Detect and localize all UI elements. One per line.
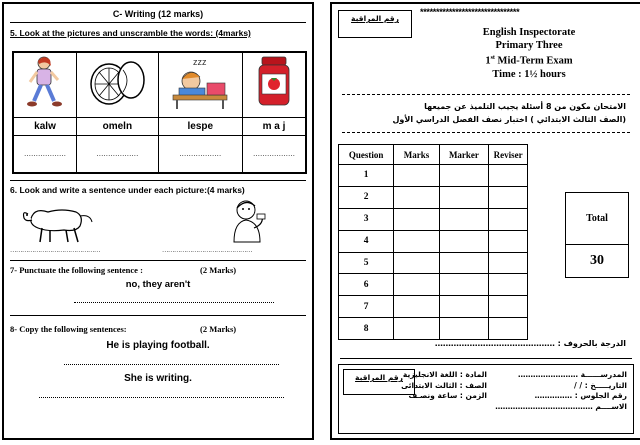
grade: Primary Three (495, 40, 563, 51)
total-box (565, 192, 629, 278)
score-row: 5 (339, 252, 528, 274)
divider (340, 358, 632, 359)
scrambled-word: lespe (158, 117, 242, 135)
exam-title: 1st Mid-Term Exam (485, 55, 573, 67)
lemon-icon (77, 52, 159, 117)
score-row: 1 (339, 165, 528, 187)
answer-line[interactable]: ……………… (242, 135, 306, 173)
student-info-box (338, 364, 634, 434)
q5-picture-table (12, 51, 307, 174)
total-label: Total (566, 193, 628, 245)
name-field[interactable]: الاســــم ………………………………… (495, 401, 627, 411)
answer-line[interactable]: ……………………………………… (162, 247, 252, 254)
total-value: 30 (590, 253, 604, 268)
svg-text:zzz: zzz (193, 57, 207, 68)
grade-in-words[interactable]: الدرجة بالحروف : ……………………………………… (434, 339, 626, 348)
q8-marks: (2 Marks) (200, 324, 237, 334)
grade-field: الصف : الثالث الابتدائى (401, 380, 487, 390)
answer-line[interactable]: ……………… (13, 135, 77, 173)
exam-instructions: الامتحان مكون من 8 أسئلة يجيب التلميذ عن جميعها (الصف الثالث الابتدائي ) اختبار نصف الفصل الدراسي الأول (392, 102, 626, 124)
score-row: 7 (339, 296, 528, 318)
lamb-icon (18, 200, 98, 249)
dashed-divider (342, 132, 630, 133)
answer-line[interactable] (64, 364, 279, 365)
cover-page (330, 2, 640, 440)
q7-instruction: 7- Punctuate the following sentence : (10, 265, 143, 275)
score-row: 2 (339, 186, 528, 208)
score-row: 3 (339, 208, 528, 230)
time-field: الزمن : ساعة ونصـف (408, 391, 487, 400)
student-fields-left (401, 370, 487, 402)
answer-line[interactable] (39, 397, 284, 398)
score-row: 8 (339, 318, 528, 340)
score-table-header (339, 145, 528, 165)
q8-sentence-2: She is writing. (124, 373, 192, 384)
walking-girl-icon (13, 52, 77, 117)
seat-number-field[interactable]: رقم الجلوس : …………… (534, 391, 627, 400)
col-marker: Marker (439, 145, 488, 165)
score-row: 4 (339, 230, 528, 252)
date-field[interactable]: التاريـــــخ : / / (574, 380, 627, 390)
boy-eating-icon (222, 196, 272, 251)
divider (10, 260, 306, 261)
exam-header (422, 26, 636, 81)
jam-jar-icon (242, 52, 306, 117)
school-field[interactable]: المدرســــــة …………………… (518, 370, 627, 379)
divider (10, 180, 306, 181)
score-table (338, 144, 528, 340)
observer-number-box: رقم المراقبة (338, 10, 412, 38)
subject-field: المادة : اللغة الانجليزية (402, 370, 487, 379)
divider (10, 315, 306, 316)
col-question: Question (339, 145, 394, 165)
score-row: 6 (339, 274, 528, 296)
scrambled-word: omeln (77, 117, 159, 135)
q7-marks: (2 Marks) (200, 265, 237, 275)
section-title: C- Writing (12 marks) (112, 9, 204, 19)
col-reviser: Reviser (489, 145, 528, 165)
observer-number-box: رقم المراقبة (343, 369, 415, 395)
answer-line[interactable] (74, 302, 274, 303)
dashed-divider (342, 94, 630, 95)
q8-instruction: 8- Copy the following sentences: (10, 324, 127, 334)
scrambled-word: m a j (242, 117, 306, 135)
col-marks: Marks (394, 145, 439, 165)
answer-line[interactable]: ……………………………………… (10, 247, 100, 254)
q7-sentence: no, they aren't (125, 279, 191, 290)
scrambled-word: kalw (13, 117, 77, 135)
sleeping-boy-icon (158, 52, 242, 117)
student-fields-right (495, 370, 627, 412)
answer-line[interactable]: ……………… (158, 135, 242, 173)
q6-instruction: 6. Look and write a sentence under each picture:(4 marks) (10, 185, 245, 195)
q8-sentence-1: He is playing football. (106, 340, 210, 351)
writing-section-page (2, 2, 314, 440)
exam-time: Time : 1½ hours (492, 68, 566, 80)
inspectorate: English Inspectorate (482, 27, 576, 38)
divider (10, 22, 306, 23)
star-border: ******************************* (420, 7, 520, 17)
answer-line[interactable]: ……………… (77, 135, 159, 173)
q5-instruction: 5. Look at the pictures and unscramble the words: (4marks) (10, 28, 251, 38)
